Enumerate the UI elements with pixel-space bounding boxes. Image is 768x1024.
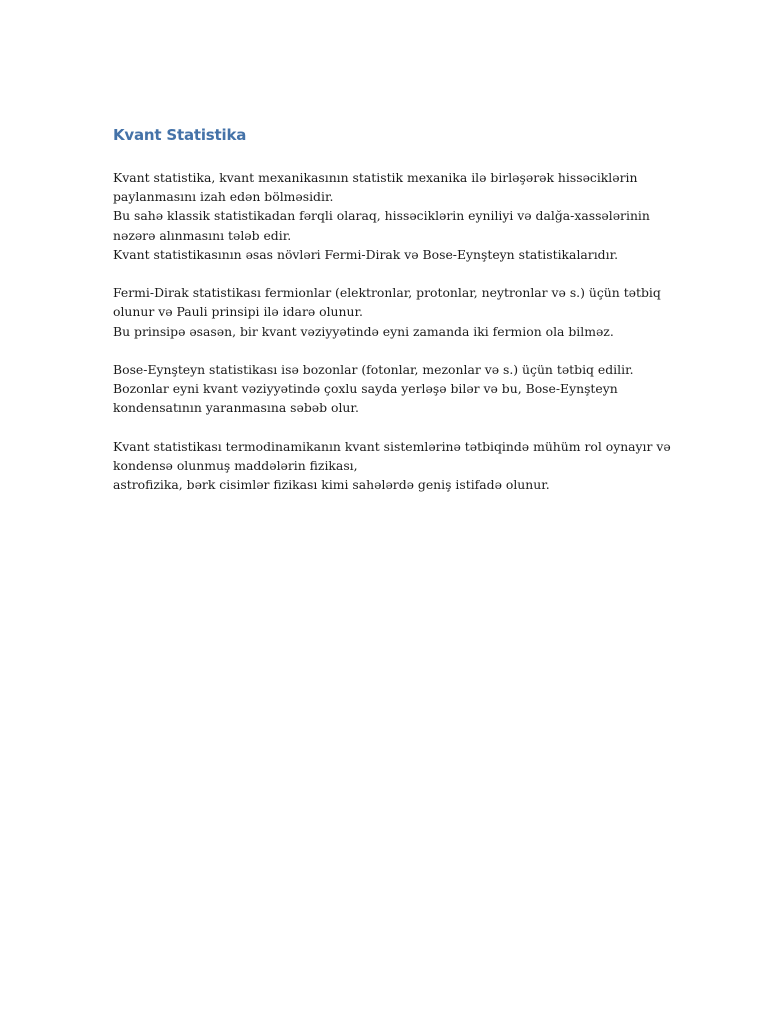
- text-line: Bu prinsipə əsasən, bir kvant vəziyyətində eyni zamanda iki fermion ola bilməz.: [113, 323, 614, 339]
- document-title: Kvant Statistika: [113, 126, 247, 144]
- document-body: [113, 168, 673, 514]
- text-line: Fermi-Dirak statistikası fermionlar (elektronlar, protonlar, neytronlar və s.) üçün tətbiq: [113, 285, 661, 301]
- text-line: kondensə olunmuş maddələrin fizikası,: [113, 458, 358, 473]
- text-line: nəzərə alınmasını tələb edir.: [113, 227, 292, 243]
- text-line: Bose-Eynşteyn statistikası isə bozonlar (fotonlar, mezonlar və s.) üçün tətbiq edilir.: [113, 362, 634, 377]
- paragraph-3: [113, 360, 673, 418]
- text-line: Bu sahə klassik statistikadan fərqli olaraq, hissəciklərin eyniliyi və dalğa-xassələrinin: [113, 208, 650, 224]
- text-line: Kvant statistika, kvant mexanikasının statistik mexanika ilə birləşərək hissəciklərin: [113, 170, 638, 185]
- text-line: paylanmasını izah edən bölməsidir.: [113, 189, 334, 205]
- text-line: olunur və Pauli prinsipi ilə idarə olunur.: [113, 304, 363, 320]
- text-line: Kvant statistikasının əsas növləri Fermi-Dirak və Bose-Eynşteyn statistikalarıdır.: [113, 246, 619, 262]
- text-line: Bozonlar eyni kvant vəziyyətində çoxlu sayda yerləşə bilər və bu, Bose-Eynşteyn: [113, 381, 618, 397]
- paragraph-4: [113, 437, 673, 495]
- text-line: astrofizika, bərk cisimlər fizikası kimi sahələrdə geniş istifadə olunur.: [113, 477, 550, 493]
- paragraph-2: [113, 283, 673, 341]
- text-line: kondensatının yaranmasına səbəb olur.: [113, 400, 359, 416]
- text-line: Kvant statistikası termodinamikanın kvant sistemlərinə tətbiqində mühüm rol oynayır və: [113, 438, 671, 454]
- paragraph-1: [113, 168, 673, 264]
